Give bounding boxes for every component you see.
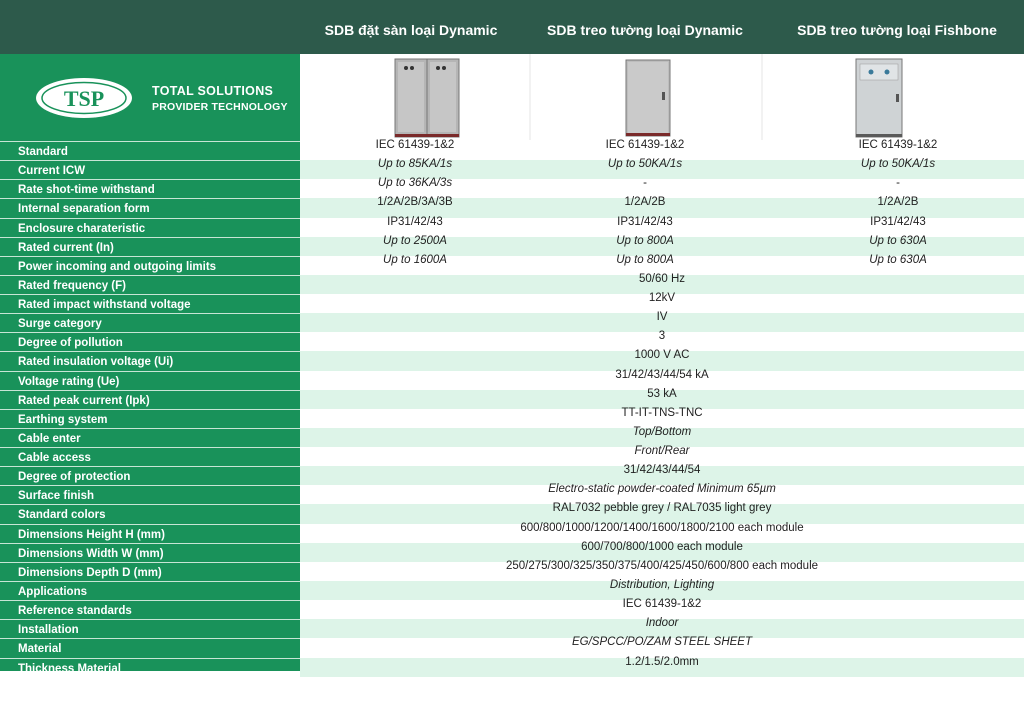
tsp-logo [34, 76, 134, 120]
row-value: IV [656, 311, 668, 324]
row-label: Standard [0, 141, 300, 160]
row-value: Up to 85KA/1s [377, 158, 453, 171]
row-label: Voltage rating (Ue) [0, 371, 300, 390]
row-value: 50/60 Hz [638, 272, 686, 285]
row-label: Dimensions Height H (mm) [0, 524, 300, 543]
row-value: 1.2/1.5/2.0mm [625, 655, 699, 668]
row-label: Surface finish [0, 485, 300, 504]
row-value: IEC 61439-1&2 [375, 139, 455, 151]
row-value: 1000 V AC [634, 349, 690, 362]
row-value: Up to 50KA/1s [607, 158, 683, 171]
row-value: 53 kA [647, 387, 677, 400]
row-label: Material [0, 638, 300, 657]
row-label: Power incoming and outgoing limits [0, 256, 300, 275]
row-value: Indoor [645, 617, 679, 630]
row-label: Rated impact withstand voltage [0, 294, 300, 313]
row-label: Degree of pollution [0, 332, 300, 351]
row-value: IP31/42/43 [387, 215, 443, 228]
row-value: 1/2A/2B [877, 196, 919, 209]
row-value: 600/800/1000/1200/1400/1600/1800/2100 each module [520, 521, 804, 534]
row-label: Reference standards [0, 600, 300, 619]
row-value: Up to 50KA/1s [860, 158, 936, 171]
row-value: 250/275/300/325/350/375/400/425/450/600/800 each module [505, 559, 819, 572]
row-label: Surge category [0, 313, 300, 332]
row-value: 600/700/800/1000 each module [581, 540, 743, 553]
row-value: Up to 800A [616, 253, 674, 266]
floor-standing-cabinet-image [395, 59, 459, 137]
row-value: Up to 2500A [383, 234, 447, 247]
wall-mounted-dynamic-cabinet-image [626, 60, 670, 136]
row-label: Cable enter [0, 428, 300, 447]
row-label: Enclosure charateristic [0, 218, 300, 237]
row-label: Earthing system [0, 409, 300, 428]
row-label: Rated peak current (Ipk) [0, 390, 300, 409]
row-value: TT-IT-TNS-TNC [621, 406, 703, 419]
row-value: Up to 630A [869, 234, 927, 247]
brand-line-2: PROVIDER TECHNOLOGY [152, 101, 288, 113]
row-label: Degree of protection [0, 466, 300, 485]
row-value: - [896, 177, 900, 190]
row-label: Current ICW [0, 160, 300, 179]
row-value: Up to 800A [616, 234, 674, 247]
row-value: 1/2A/2B/3A/3B [377, 196, 453, 209]
row-label: Rated frequency (F) [0, 275, 300, 294]
svg-text:TSP: TSP [63, 86, 105, 111]
row-value: IP31/42/43 [870, 215, 926, 228]
row-value: Up to 1600A [383, 253, 447, 266]
row-label: Rate shot-time withstand [0, 179, 300, 198]
row-label: Dimensions Width W (mm) [0, 543, 300, 562]
column-title-floor-dynamic: SDB đặt sàn loại Dynamic [324, 22, 498, 38]
row-value: 12kV [648, 292, 676, 305]
row-value: 3 [658, 330, 666, 343]
row-label: Applications [0, 581, 300, 600]
row-value: 1/2A/2B [624, 196, 666, 209]
row-value: 31/42/43/44/54 [623, 464, 701, 477]
row-value: - [643, 177, 647, 190]
row-label: Dimensions Depth D (mm) [0, 562, 300, 581]
row-value: IEC 61439-1&2 [622, 598, 702, 611]
row-label: Rated current (In) [0, 237, 300, 256]
product-images [300, 54, 1024, 140]
column-title-wall-fishbone: SDB treo tường loại Fishbone [797, 22, 997, 38]
row-value: Front/Rear [634, 445, 690, 458]
row-value: IEC 61439-1&2 [605, 139, 685, 151]
brand-name [152, 84, 288, 113]
row-label: Thickness Material [0, 658, 300, 677]
row-value: IEC 61439-1&2 [858, 139, 938, 151]
brand-line-1: TOTAL SOLUTIONS [152, 84, 274, 98]
row-value: IP31/42/43 [617, 215, 673, 228]
row-label: Cable access [0, 447, 300, 466]
row-value: Up to 630A [869, 253, 927, 266]
wall-mounted-fishbone-cabinet-image [856, 59, 902, 137]
column-title-wall-dynamic: SDB treo tường loại Dynamic [547, 22, 743, 38]
row-label: Rated insulation voltage (Ui) [0, 351, 300, 370]
row-value: Up to 36KA/3s [377, 177, 453, 190]
row-label: Standard colors [0, 504, 300, 523]
row-label: Internal separation form [0, 198, 300, 217]
row-value: RAL7032 pebble grey / RAL7035 light grey [552, 502, 772, 515]
row-value: EG/SPCC/PO/ZAM STEEL SHEET [572, 636, 752, 649]
row-value: Distribution, Lighting [609, 578, 715, 591]
row-value: Electro-static powder-coated Minimum 65µm [548, 483, 776, 496]
row-value: 31/42/43/44/54 kA [615, 368, 709, 381]
row-value: Top/Bottom [632, 425, 692, 438]
row-label: Installation [0, 619, 300, 638]
